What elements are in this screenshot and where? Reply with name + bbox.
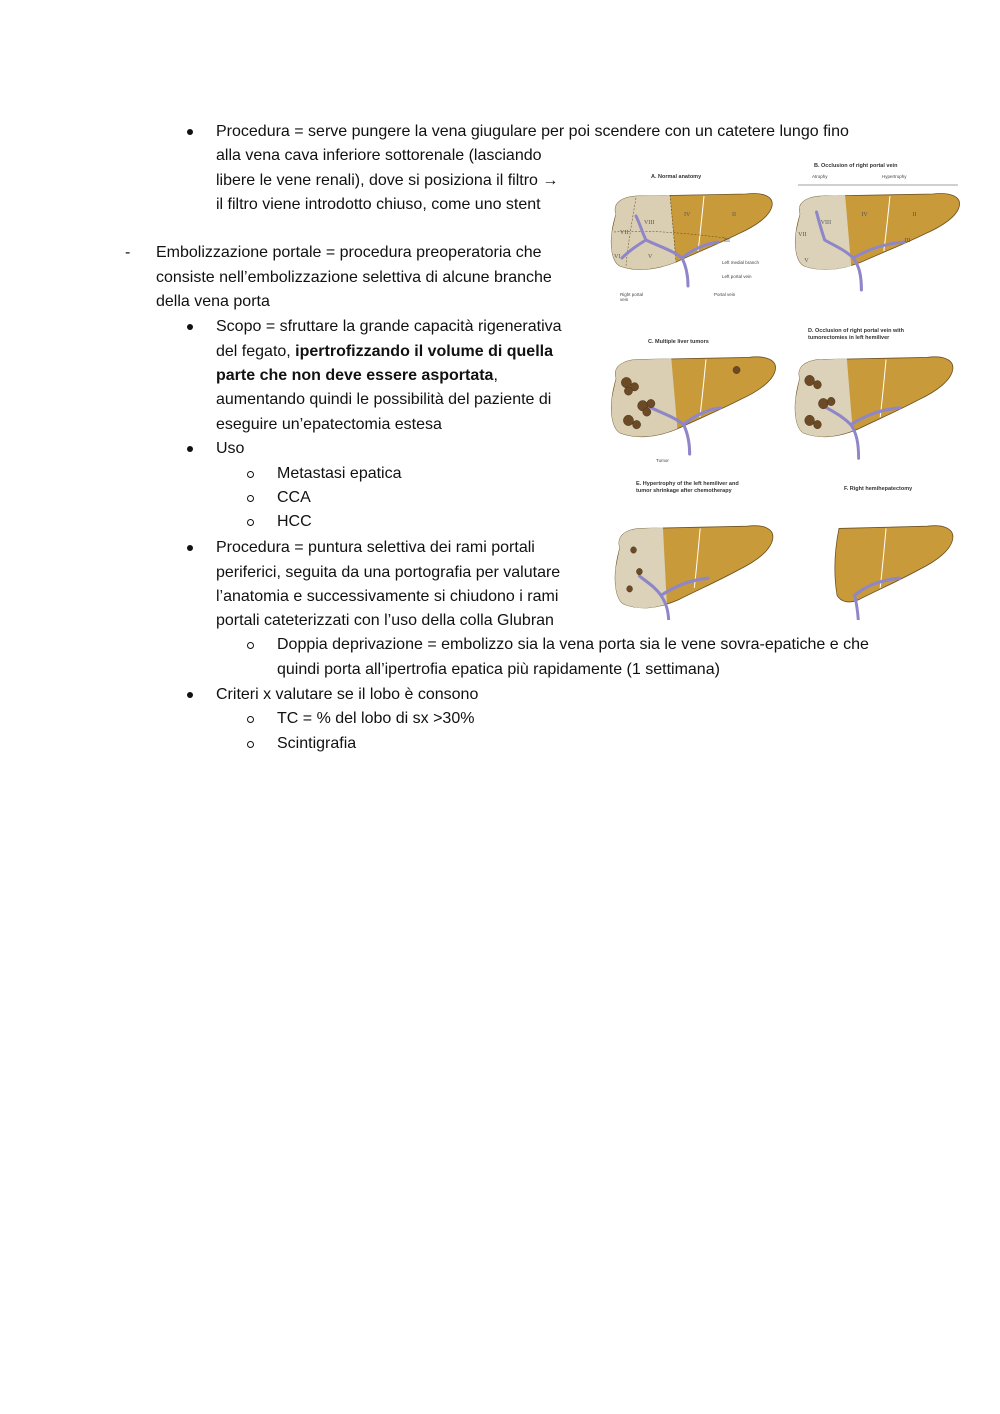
portal-embolization-figure bbox=[606, 160, 962, 620]
segment-label: II bbox=[732, 212, 736, 218]
segment-label: II bbox=[912, 212, 917, 218]
text-line: libere le vene renali), dove si posiziona il filtro → bbox=[216, 172, 559, 189]
bold-text: parte che non deve essere asportata bbox=[216, 367, 494, 384]
annotation-label: Hypertrophy bbox=[882, 174, 907, 179]
sub-bullet-ring bbox=[247, 716, 254, 723]
text-line: CCA bbox=[277, 489, 311, 506]
text-line: Doppia deprivazione = embolizzo sia la vena porta sia le vene sovra-epatiche e che bbox=[277, 636, 869, 653]
text-line: della vena porta bbox=[156, 293, 270, 310]
bullet-dot bbox=[187, 129, 193, 135]
annotation-label: Portal vein bbox=[714, 292, 736, 297]
sub-bullet-ring bbox=[247, 519, 254, 526]
text-line: HCC bbox=[277, 513, 312, 530]
right-liver-region bbox=[611, 358, 677, 436]
sub-bullet-ring bbox=[247, 642, 254, 649]
text-line: aumentando quindi le possibilità del paziente di bbox=[216, 391, 552, 408]
text-line: Scopo = sfruttare la grande capacità rigenerativa bbox=[216, 318, 562, 335]
segment-label: VIII bbox=[644, 220, 655, 226]
text-line: consiste nell’embolizzazione selettiva di alcune branche bbox=[156, 269, 552, 286]
segment-label: V bbox=[648, 254, 653, 260]
panel-e-title-1: E. Hypertrophy of the left hemiliver and bbox=[636, 481, 739, 487]
text-line: il filtro viene introdotto chiuso, come uno stent bbox=[216, 196, 541, 213]
panel-b bbox=[795, 163, 959, 290]
bullet-dot bbox=[187, 545, 193, 551]
sub-bullet-ring bbox=[247, 495, 254, 502]
text-line: TC = % del lobo di sx >30% bbox=[277, 710, 475, 727]
text-line: eseguire un’epatectomia estesa bbox=[216, 416, 442, 433]
annotation-label: Atrophy bbox=[812, 174, 828, 179]
panel-e bbox=[615, 481, 773, 620]
annotation-label: Right portal bbox=[620, 292, 644, 297]
segment-label: VI bbox=[614, 254, 621, 260]
segment-label: VII bbox=[798, 232, 807, 238]
segment-label: VII bbox=[620, 230, 629, 236]
text-line: Procedura = puntura selettiva dei rami portali bbox=[216, 539, 535, 556]
text-line: l’anatomia e successivamente si chiudono i rami bbox=[216, 588, 559, 605]
atrophic-region bbox=[795, 358, 853, 436]
sub-bullet-ring bbox=[247, 741, 254, 748]
bullet-dot bbox=[187, 446, 193, 452]
text-span: , bbox=[493, 367, 498, 384]
bold-text: ipertrofizzando il volume di quella bbox=[295, 343, 553, 360]
panel-e-title-2: tumor shrinkage after chemotherapy bbox=[636, 488, 732, 494]
panel-b-title: B. Occlusion of right portal vein bbox=[814, 163, 898, 169]
text-line: Metastasi epatica bbox=[277, 465, 402, 482]
annotation-label: Left medial branch bbox=[722, 260, 760, 265]
panel-c bbox=[611, 339, 775, 463]
panel-a bbox=[611, 174, 772, 302]
bullet-dot bbox=[187, 324, 193, 330]
text-line: periferici, seguita da una portografia per valutare bbox=[216, 564, 561, 581]
text-line: Uso bbox=[216, 440, 245, 457]
annotation-label: Tumor bbox=[656, 458, 669, 463]
remnant-liver-shape bbox=[835, 526, 953, 602]
panel-f bbox=[835, 486, 953, 620]
text-line: quindi porta all’ipertrofia epatica più rapidamente (1 settimana) bbox=[277, 661, 720, 678]
annotation-label: vein bbox=[620, 297, 629, 302]
panel-a-title: A. Normal anatomy bbox=[651, 174, 702, 180]
segment-label: IV bbox=[684, 212, 691, 218]
segment-label: V bbox=[804, 258, 809, 264]
sub-bullet-ring bbox=[247, 471, 254, 478]
text-span: del fegato, bbox=[216, 343, 296, 360]
text-line bbox=[216, 340, 553, 364]
text-line: portali cateterizzati con l’uso della colla Glubran bbox=[216, 612, 554, 629]
panel-c-title: C. Multiple liver tumors bbox=[648, 339, 709, 345]
segment-label: VIII bbox=[820, 220, 832, 226]
text-line: Scintigrafia bbox=[277, 735, 357, 752]
text-line: Embolizzazione portale = procedura preoperatoria che bbox=[156, 244, 542, 261]
bullet-dot bbox=[187, 692, 193, 698]
panel-f-title: F. Right hemihepatectomy bbox=[844, 486, 913, 492]
segment-label: III bbox=[904, 238, 911, 244]
segment-label: III bbox=[724, 238, 730, 244]
dash-marker: - bbox=[125, 244, 131, 261]
text-line bbox=[216, 364, 498, 388]
text-line: alla vena cava inferiore sottorenale (lasciando bbox=[216, 147, 542, 164]
annotation-label: Left portal vein bbox=[722, 274, 752, 279]
segment-label: IV bbox=[861, 212, 868, 218]
panel-d-title-1: D. Occlusion of right portal vein with bbox=[808, 328, 904, 334]
panel-d bbox=[795, 328, 953, 458]
panel-d-title-2: tumorectomies in left hemiliver bbox=[808, 335, 890, 341]
text-line: Procedura = serve pungere la vena giugulare per poi scendere con un catetere lungo fino bbox=[216, 123, 849, 140]
text-line: Criteri x valutare se il lobo è consono bbox=[216, 686, 479, 703]
atrophic-region bbox=[615, 527, 667, 608]
